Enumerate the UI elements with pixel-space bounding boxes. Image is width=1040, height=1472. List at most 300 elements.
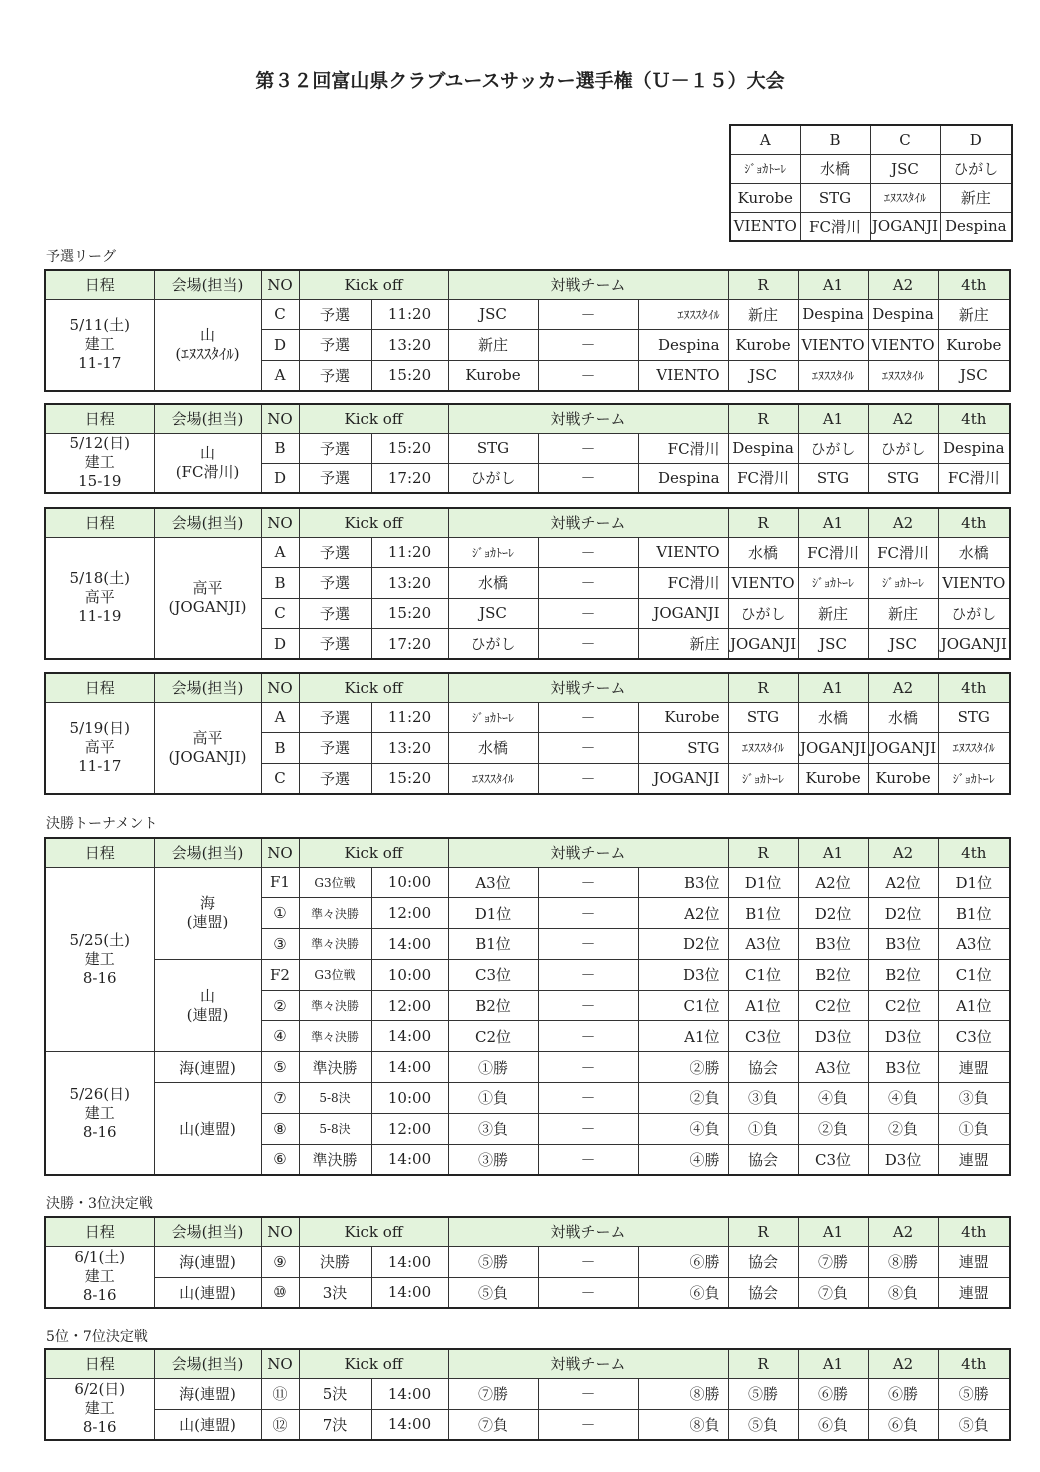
kickoff-time: 15:20 — [371, 763, 448, 794]
kickoff-time: 15:20 — [371, 598, 448, 629]
stage: G3位戦 — [299, 959, 371, 990]
header-no: NO — [261, 270, 299, 299]
referee: ｴﾇｽｽﾀｲﾙ — [728, 733, 798, 764]
home-team: ひがし — [448, 463, 538, 493]
table-row — [45, 1052, 1010, 1083]
table-header — [45, 673, 1010, 702]
match-no: ⑪ — [261, 1378, 299, 1409]
fourth-official: A3位 — [938, 929, 1010, 960]
away-team: JOGANJI — [638, 598, 728, 629]
group-cell: VIENTO — [730, 212, 800, 241]
match-no: ⑦ — [261, 1083, 299, 1114]
assistant1: 新庄 — [798, 598, 868, 629]
home-team: 水橋 — [448, 733, 538, 764]
fourth-official: JOGANJI — [938, 629, 1010, 660]
table-header — [45, 1217, 1010, 1246]
section-final-label: 決勝・3位決定戦 — [46, 1196, 153, 1212]
schedule-table — [44, 1216, 1011, 1309]
table-header — [45, 838, 1010, 867]
fourth-official: C1位 — [938, 959, 1010, 990]
match-date — [45, 433, 154, 493]
stage: 決勝 — [299, 1246, 371, 1277]
header-a1: A1 — [798, 673, 868, 702]
match-venue: 海(連盟) — [154, 1378, 261, 1409]
match-venue-line: 山 — [199, 443, 215, 462]
away-team: STG — [638, 733, 728, 764]
header-a2: A2 — [868, 1349, 938, 1378]
assistant1: STG — [798, 463, 868, 493]
header-a1: A1 — [798, 508, 868, 537]
assistant2: C2位 — [868, 990, 938, 1021]
header-kickoff: Kick off — [299, 270, 448, 299]
stage: G3位戦 — [299, 867, 371, 898]
match-no: ④ — [261, 1021, 299, 1052]
referee: ①負 — [728, 1113, 798, 1144]
away-team: ②負 — [638, 1083, 728, 1114]
stage: 予選 — [299, 598, 371, 629]
assistant1: JOGANJI — [798, 733, 868, 764]
header-a2: A2 — [868, 508, 938, 537]
stage: 予選 — [299, 733, 371, 764]
kickoff-time: 11:20 — [371, 702, 448, 733]
assistant1: ⑦負 — [798, 1277, 868, 1308]
vs-separator: － — [538, 1409, 638, 1440]
header-kickoff: Kick off — [299, 1217, 448, 1246]
stage: 準決勝 — [299, 1144, 371, 1175]
vs-separator: － — [538, 763, 638, 794]
home-team: ｴﾇｽｽﾀｲﾙ — [448, 763, 538, 794]
vs-separator: － — [538, 1378, 638, 1409]
schedule-table — [44, 1348, 1011, 1441]
referee: ひがし — [728, 598, 798, 629]
header-date: 日程 — [45, 838, 154, 867]
fourth-official: JSC — [938, 360, 1010, 391]
header-4th: 4th — [938, 838, 1010, 867]
vs-separator: － — [538, 1052, 638, 1083]
away-team: ④勝 — [638, 1144, 728, 1175]
table-header — [45, 1349, 1010, 1378]
header-date: 日程 — [45, 1349, 154, 1378]
match-no: A — [261, 537, 299, 568]
match-venue-line: (連盟) — [186, 913, 229, 932]
match-no: ⑥ — [261, 1144, 299, 1175]
match-date — [45, 1378, 154, 1440]
match-no: C — [261, 598, 299, 629]
assistant2: ②負 — [868, 1113, 938, 1144]
header-teams: 対戦チーム — [448, 1217, 728, 1246]
assistant1: B2位 — [798, 959, 868, 990]
kickoff-time: 14:00 — [371, 1144, 448, 1175]
schedule-table — [44, 269, 1011, 392]
kickoff-time: 17:20 — [371, 629, 448, 660]
home-team: ｼﾞｮｶﾄｰﾚ — [448, 537, 538, 568]
header-a2: A2 — [868, 404, 938, 433]
assistant2: ⑥勝 — [868, 1378, 938, 1409]
match-venue — [154, 867, 261, 959]
match-no: ① — [261, 898, 299, 929]
match-venue-line: (ｴﾇｽｽﾀｲﾙ) — [175, 344, 240, 363]
match-date-line: 11-17 — [78, 354, 122, 372]
vs-separator: － — [538, 959, 638, 990]
fourth-official: 連盟 — [938, 1052, 1010, 1083]
kickoff-time: 14:00 — [371, 1409, 448, 1440]
stage: 予選 — [299, 433, 371, 463]
header-a1: A1 — [798, 1349, 868, 1378]
schedule-table — [44, 837, 1011, 1176]
match-venue-line: 高平 — [192, 728, 223, 747]
kickoff-time: 14:00 — [371, 1021, 448, 1052]
assistant1: VIENTO — [798, 330, 868, 361]
header-date: 日程 — [45, 404, 154, 433]
stage: 予選 — [299, 299, 371, 330]
match-date-line: 11-19 — [78, 607, 122, 626]
assistant2: B3位 — [868, 1052, 938, 1083]
fourth-official: D1位 — [938, 867, 1010, 898]
match-venue: 海(連盟) — [154, 1052, 261, 1083]
away-team: D3位 — [638, 959, 728, 990]
assistant1: 水橋 — [798, 702, 868, 733]
match-no: F1 — [261, 867, 299, 898]
home-team: JSC — [448, 598, 538, 629]
kickoff-time: 11:20 — [371, 537, 448, 568]
vs-separator: － — [538, 568, 638, 599]
match-date-line: 建工 — [84, 453, 115, 472]
vs-separator: － — [538, 1144, 638, 1175]
header-a1: A1 — [798, 1217, 868, 1246]
match-venue: 山(連盟) — [154, 1409, 261, 1440]
referee: ｼﾞｮｶﾄｰﾚ — [728, 763, 798, 794]
home-team: ①負 — [448, 1083, 538, 1114]
match-no: D — [261, 330, 299, 361]
home-team: ⑦負 — [448, 1409, 538, 1440]
stage: 準々決勝 — [299, 990, 371, 1021]
table-row — [45, 959, 1010, 990]
header-a2: A2 — [868, 673, 938, 702]
fourth-official: 新庄 — [938, 299, 1010, 330]
fourth-official: STG — [938, 702, 1010, 733]
kickoff-time: 15:20 — [371, 433, 448, 463]
assistant1: ⑦勝 — [798, 1246, 868, 1277]
home-team: C2位 — [448, 1021, 538, 1052]
kickoff-time: 13:20 — [371, 568, 448, 599]
header-venue: 会場(担当) — [154, 270, 261, 299]
match-venue: 山(連盟) — [154, 1277, 261, 1308]
home-team: A3位 — [448, 867, 538, 898]
referee: 協会 — [728, 1144, 798, 1175]
home-team: STG — [448, 433, 538, 463]
fourth-official: 水橋 — [938, 537, 1010, 568]
home-team: Kurobe — [448, 360, 538, 391]
match-date-line: 5/12(日) — [69, 434, 130, 453]
header-r: R — [728, 1349, 798, 1378]
fourth-official: ｴﾇｽｽﾀｲﾙ — [938, 733, 1010, 764]
header-teams: 対戦チーム — [448, 838, 728, 867]
match-date-line: 8-16 — [82, 1286, 117, 1305]
home-team: ③勝 — [448, 1144, 538, 1175]
assistant2: Kurobe — [868, 763, 938, 794]
group-cell: Despina — [940, 212, 1012, 241]
match-venue: 海(連盟) — [154, 1246, 261, 1277]
group-cell: Kurobe — [730, 183, 800, 212]
vs-separator: － — [538, 1113, 638, 1144]
vs-separator: － — [538, 990, 638, 1021]
vs-separator: － — [538, 1083, 638, 1114]
assistant1: ⑥負 — [798, 1409, 868, 1440]
referee: ⑤負 — [728, 1409, 798, 1440]
match-date-line: 11-17 — [78, 757, 122, 775]
match-date — [45, 867, 154, 1052]
vs-separator: － — [538, 360, 638, 391]
stage: 5決 — [299, 1378, 371, 1409]
group-header-b: B — [800, 125, 870, 154]
match-date-line: 8-16 — [82, 1418, 117, 1437]
assistant1: D2位 — [798, 898, 868, 929]
group-cell: ｼﾞｮｶﾄｰﾚ — [730, 154, 800, 183]
away-team: FC滑川 — [638, 433, 728, 463]
fourth-official: C3位 — [938, 1021, 1010, 1052]
fourth-official: 連盟 — [938, 1246, 1010, 1277]
referee: ③負 — [728, 1083, 798, 1114]
group-cell: JOGANJI — [870, 212, 940, 241]
match-date-line: 建工 — [84, 335, 115, 353]
fourth-official: FC滑川 — [938, 463, 1010, 493]
referee: C1位 — [728, 959, 798, 990]
match-no: A — [261, 360, 299, 391]
assistant2: JOGANJI — [868, 733, 938, 764]
table-row — [45, 433, 1010, 463]
stage: 7決 — [299, 1409, 371, 1440]
match-venue — [154, 537, 261, 659]
vs-separator: － — [538, 702, 638, 733]
fourth-official: ①負 — [938, 1113, 1010, 1144]
assistant2: ④負 — [868, 1083, 938, 1114]
header-no: NO — [261, 508, 299, 537]
match-no: D — [261, 463, 299, 493]
kickoff-time: 12:00 — [371, 898, 448, 929]
match-venue-line: 高平 — [192, 578, 223, 597]
referee: JSC — [728, 360, 798, 391]
header-a2: A2 — [868, 270, 938, 299]
header-a1: A1 — [798, 270, 868, 299]
kickoff-time: 13:20 — [371, 733, 448, 764]
header-kickoff: Kick off — [299, 673, 448, 702]
assistant2: VIENTO — [868, 330, 938, 361]
vs-separator: － — [538, 330, 638, 361]
header-a1: A1 — [798, 838, 868, 867]
away-team: B3位 — [638, 867, 728, 898]
vs-separator: － — [538, 867, 638, 898]
referee: D1位 — [728, 867, 798, 898]
header-teams: 対戦チーム — [448, 673, 728, 702]
vs-separator: － — [538, 433, 638, 463]
assistant1: ｴﾇｽｽﾀｲﾙ — [798, 360, 868, 391]
match-venue-line: 山 — [199, 986, 215, 1005]
home-team: C3位 — [448, 959, 538, 990]
match-date — [45, 702, 154, 794]
group-cell: ｴﾇｽｽﾀｲﾙ — [870, 183, 940, 212]
header-r: R — [728, 1217, 798, 1246]
match-venue — [154, 299, 261, 391]
assistant2: B3位 — [868, 929, 938, 960]
header-no: NO — [261, 838, 299, 867]
table-row — [45, 702, 1010, 733]
stage: 予選 — [299, 463, 371, 493]
kickoff-time: 11:20 — [371, 299, 448, 330]
match-no: C — [261, 763, 299, 794]
stage: 予選 — [299, 568, 371, 599]
assistant2: ひがし — [868, 433, 938, 463]
match-date — [45, 1246, 154, 1308]
away-team: Despina — [638, 463, 728, 493]
match-venue — [154, 959, 261, 1051]
away-team: A2位 — [638, 898, 728, 929]
away-team: VIENTO — [638, 537, 728, 568]
fourth-official: A1位 — [938, 990, 1010, 1021]
assistant1: C2位 — [798, 990, 868, 1021]
header-teams: 対戦チーム — [448, 404, 728, 433]
vs-separator: － — [538, 733, 638, 764]
stage: 予選 — [299, 702, 371, 733]
header-kickoff: Kick off — [299, 1349, 448, 1378]
header-a1: A1 — [798, 404, 868, 433]
assistant2: ⑥負 — [868, 1409, 938, 1440]
match-date — [45, 1052, 154, 1175]
away-team: A1位 — [638, 1021, 728, 1052]
away-team: VIENTO — [638, 360, 728, 391]
header-teams: 対戦チーム — [448, 1349, 728, 1378]
table-header — [45, 508, 1010, 537]
assistant1: ｼﾞｮｶﾄｰﾚ — [798, 568, 868, 599]
referee: 水橋 — [728, 537, 798, 568]
header-r: R — [728, 270, 798, 299]
referee: 新庄 — [728, 299, 798, 330]
match-venue-line: (JOGANJI) — [168, 747, 247, 766]
referee: STG — [728, 702, 798, 733]
kickoff-time: 14:00 — [371, 1277, 448, 1308]
home-team: ⑦勝 — [448, 1378, 538, 1409]
assistant1: B3位 — [798, 929, 868, 960]
kickoff-time: 17:20 — [371, 463, 448, 493]
referee: VIENTO — [728, 568, 798, 599]
assistant2: B2位 — [868, 959, 938, 990]
header-no: NO — [261, 1349, 299, 1378]
match-venue-line: (FC滑川) — [175, 462, 240, 481]
match-no: B — [261, 433, 299, 463]
away-team: ｴﾇｽｽﾀｲﾙ — [638, 299, 728, 330]
kickoff-time: 13:20 — [371, 330, 448, 361]
header-r: R — [728, 673, 798, 702]
match-date-line: 5/25(土) — [69, 930, 130, 949]
away-team: ⑥負 — [638, 1277, 728, 1308]
table-row — [45, 1277, 1010, 1308]
group-cell: FC滑川 — [800, 212, 870, 241]
vs-separator: － — [538, 629, 638, 660]
header-no: NO — [261, 1217, 299, 1246]
vs-separator: － — [538, 898, 638, 929]
assistant2: D3位 — [868, 1021, 938, 1052]
header-date: 日程 — [45, 508, 154, 537]
table-row — [45, 1409, 1010, 1440]
fourth-official: ⑤負 — [938, 1409, 1010, 1440]
away-team: ⑧負 — [638, 1409, 728, 1440]
header-4th: 4th — [938, 270, 1010, 299]
assistant2: STG — [868, 463, 938, 493]
match-date-line: 建工 — [84, 949, 115, 968]
referee: C3位 — [728, 1021, 798, 1052]
header-4th: 4th — [938, 508, 1010, 537]
vs-separator: － — [538, 537, 638, 568]
referee: Despina — [728, 433, 798, 463]
group-cell: STG — [800, 183, 870, 212]
header-4th: 4th — [938, 673, 1010, 702]
match-venue — [154, 433, 261, 493]
match-no: C — [261, 299, 299, 330]
match-date-line: 5/19(日) — [69, 719, 130, 737]
assistant1: A3位 — [798, 1052, 868, 1083]
assistant2: FC滑川 — [868, 537, 938, 568]
assistant1: Despina — [798, 299, 868, 330]
match-date-line: 建工 — [84, 1399, 115, 1418]
fourth-official: 連盟 — [938, 1144, 1010, 1175]
assistant2: Despina — [868, 299, 938, 330]
group-cell: JSC — [870, 154, 940, 183]
fourth-official: VIENTO — [938, 568, 1010, 599]
header-kickoff: Kick off — [299, 404, 448, 433]
home-team: B2位 — [448, 990, 538, 1021]
table-row — [45, 299, 1010, 330]
match-venue: 山(連盟) — [154, 1083, 261, 1175]
header-no: NO — [261, 404, 299, 433]
stage: 準々決勝 — [299, 1021, 371, 1052]
stage: 予選 — [299, 360, 371, 391]
assistant2: JSC — [868, 629, 938, 660]
section-tournament-label: 決勝トーナメント — [46, 816, 158, 832]
home-team: ⑤勝 — [448, 1246, 538, 1277]
referee: 協会 — [728, 1246, 798, 1277]
home-team: ③負 — [448, 1113, 538, 1144]
assistant1: Kurobe — [798, 763, 868, 794]
home-team: ｼﾞｮｶﾄｰﾚ — [448, 702, 538, 733]
match-venue-line: 山 — [199, 325, 215, 344]
fourth-official: 連盟 — [938, 1277, 1010, 1308]
group-header-d: D — [940, 125, 1012, 154]
match-no: ② — [261, 990, 299, 1021]
stage: 予選 — [299, 763, 371, 794]
group-cell: ひがし — [940, 154, 1012, 183]
vs-separator: － — [538, 299, 638, 330]
header-venue: 会場(担当) — [154, 508, 261, 537]
stage: 準決勝 — [299, 1052, 371, 1083]
assistant2: ⑧負 — [868, 1277, 938, 1308]
away-team: JOGANJI — [638, 763, 728, 794]
match-venue-line: (連盟) — [186, 1005, 229, 1024]
match-venue — [154, 702, 261, 794]
group-header-a: A — [730, 125, 800, 154]
stage: 予選 — [299, 629, 371, 660]
table-header — [45, 270, 1010, 299]
header-r: R — [728, 404, 798, 433]
match-date-line: 8-16 — [82, 968, 117, 987]
away-team: ⑥勝 — [638, 1246, 728, 1277]
group-cell: 新庄 — [940, 183, 1012, 212]
match-no: ⑧ — [261, 1113, 299, 1144]
header-date: 日程 — [45, 1217, 154, 1246]
table-row — [45, 1246, 1010, 1277]
stage: 予選 — [299, 537, 371, 568]
fourth-official: ⑤勝 — [938, 1378, 1010, 1409]
kickoff-time: 14:00 — [371, 929, 448, 960]
vs-separator: － — [538, 1277, 638, 1308]
